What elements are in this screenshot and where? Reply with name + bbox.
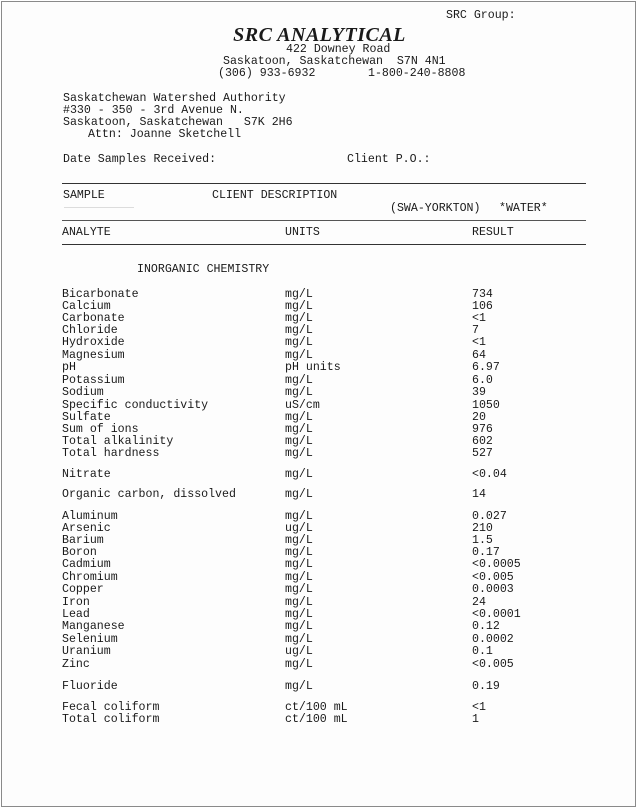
row-result: 20	[472, 411, 486, 424]
row-result: 6.0	[472, 374, 493, 387]
row-analyte: Magnesium	[62, 349, 125, 362]
company-address-line2: Saskatoon, Saskatchewan S7N 4N1	[223, 55, 446, 68]
row-result: <1	[472, 336, 486, 349]
row-units: pH units	[285, 361, 341, 374]
client-po-label: Client P.O.:	[347, 153, 431, 166]
row-analyte: Total hardness	[62, 447, 160, 460]
row-analyte: Cadmium	[62, 558, 111, 571]
row-analyte: Barium	[62, 534, 104, 547]
row-result: <0.005	[472, 571, 514, 584]
row-units: mg/L	[285, 510, 313, 523]
row-units: mg/L	[285, 558, 313, 571]
row-result: 527	[472, 447, 493, 460]
row-analyte: Total alkalinity	[62, 435, 174, 448]
row-analyte: Sulfate	[62, 411, 111, 424]
client-attention: Attn: Joanne Sketchell	[88, 128, 242, 141]
row-units: mg/L	[285, 423, 313, 436]
row-analyte: Hydroxide	[62, 336, 125, 349]
row-analyte: Aluminum	[62, 510, 118, 523]
row-result: 0.0002	[472, 633, 514, 646]
row-units: mg/L	[285, 620, 313, 633]
company-phone-tollfree: 1-800-240-8808	[368, 67, 466, 80]
row-result: 0.12	[472, 620, 500, 633]
row-analyte: Zinc	[62, 658, 90, 671]
row-analyte: Arsenic	[62, 522, 111, 535]
row-result: 1	[472, 713, 479, 726]
company-address-line1: 422 Downey Road	[286, 43, 391, 56]
row-result: <0.005	[472, 658, 514, 671]
row-analyte: Nitrate	[62, 468, 111, 481]
row-result: 0.0003	[472, 583, 514, 596]
row-analyte: Selenium	[62, 633, 118, 646]
row-result: 6.97	[472, 361, 500, 374]
column-header-result: RESULT	[472, 226, 514, 239]
row-units: mg/L	[285, 288, 313, 301]
row-analyte: Fluoride	[62, 680, 118, 693]
row-units: mg/L	[285, 300, 313, 313]
row-units: mg/L	[285, 336, 313, 349]
company-name: SRC ANALYTICAL	[233, 24, 406, 46]
company-phone-local: (306) 933-6932	[218, 67, 316, 80]
report-page	[1, 1, 636, 807]
row-analyte: Potassium	[62, 374, 125, 387]
section-title: INORGANIC CHEMISTRY	[137, 263, 270, 276]
row-units: ct/100 mL	[285, 701, 348, 714]
row-analyte: Iron	[62, 596, 90, 609]
sample-location: (SWA-YORKTON)	[390, 202, 481, 215]
row-analyte: Specific conductivity	[62, 399, 209, 412]
row-analyte: Copper	[62, 583, 104, 596]
row-analyte: Chloride	[62, 324, 118, 337]
client-street: #330 - 350 - 3rd Avenue N.	[63, 104, 244, 117]
row-result: 14	[472, 488, 486, 501]
row-result: <1	[472, 312, 486, 325]
row-analyte: Uranium	[62, 645, 111, 658]
row-analyte: pH	[62, 361, 76, 374]
client-name: Saskatchewan Watershed Authority	[63, 92, 286, 105]
row-result: <0.0005	[472, 558, 521, 571]
row-units: ug/L	[285, 645, 313, 658]
row-result: 0.17	[472, 546, 500, 559]
row-result: 0.19	[472, 680, 500, 693]
src-group-label: SRC Group:	[446, 9, 516, 22]
row-result: 0.027	[472, 510, 507, 523]
row-units: mg/L	[285, 435, 313, 448]
column-header-analyte: ANALYTE	[62, 226, 111, 239]
row-units: mg/L	[285, 312, 313, 325]
row-units: mg/L	[285, 571, 313, 584]
row-result: 1.5	[472, 534, 493, 547]
row-analyte: Fecal coliform	[62, 701, 160, 714]
client-city: Saskatoon, Saskatchewan S7K 2H6	[63, 116, 293, 129]
row-units: mg/L	[285, 546, 313, 559]
column-header-units: UNITS	[285, 226, 320, 239]
row-result: 24	[472, 596, 486, 609]
row-result: <0.0001	[472, 608, 521, 621]
row-units: mg/L	[285, 658, 313, 671]
row-units: mg/L	[285, 468, 313, 481]
row-units: mg/L	[285, 633, 313, 646]
row-analyte: Sodium	[62, 386, 104, 399]
row-analyte: Bicarbonate	[62, 288, 139, 301]
row-units: mg/L	[285, 349, 313, 362]
row-units: mg/L	[285, 488, 313, 501]
row-units: mg/L	[285, 596, 313, 609]
row-analyte: Carbonate	[62, 312, 125, 325]
row-analyte: Sum of ions	[62, 423, 139, 436]
scan-smudge	[64, 207, 134, 208]
sample-matrix: *WATER*	[499, 202, 548, 215]
row-result: 210	[472, 522, 493, 535]
row-units: mg/L	[285, 608, 313, 621]
divider-top	[62, 183, 586, 184]
row-result: 602	[472, 435, 493, 448]
row-units: mg/L	[285, 324, 313, 337]
divider-mid	[62, 220, 586, 221]
row-units: mg/L	[285, 583, 313, 596]
row-units: mg/L	[285, 447, 313, 460]
row-analyte: Lead	[62, 608, 90, 621]
row-units: mg/L	[285, 386, 313, 399]
date-received-label: Date Samples Received:	[63, 153, 217, 166]
row-units: mg/L	[285, 680, 313, 693]
row-result: <0.04	[472, 468, 507, 481]
row-analyte: Chromium	[62, 571, 118, 584]
row-units: mg/L	[285, 534, 313, 547]
row-units: ug/L	[285, 522, 313, 535]
row-units: mg/L	[285, 411, 313, 424]
row-result: 734	[472, 288, 493, 301]
row-result: 0.1	[472, 645, 493, 658]
row-result: 1050	[472, 399, 500, 412]
row-units: ct/100 mL	[285, 713, 348, 726]
divider-header	[62, 244, 586, 245]
row-analyte: Manganese	[62, 620, 125, 633]
row-result: 39	[472, 386, 486, 399]
row-units: uS/cm	[285, 399, 320, 412]
row-analyte: Total coliform	[62, 713, 160, 726]
row-result: 106	[472, 300, 493, 313]
row-analyte: Calcium	[62, 300, 111, 313]
row-result: 7	[472, 324, 479, 337]
client-description-label: CLIENT DESCRIPTION	[212, 189, 338, 202]
row-analyte: Boron	[62, 546, 97, 559]
row-result: <1	[472, 701, 486, 714]
row-result: 64	[472, 349, 486, 362]
row-units: mg/L	[285, 374, 313, 387]
row-analyte: Organic carbon, dissolved	[62, 488, 236, 501]
sample-label: SAMPLE	[63, 189, 105, 202]
row-result: 976	[472, 423, 493, 436]
